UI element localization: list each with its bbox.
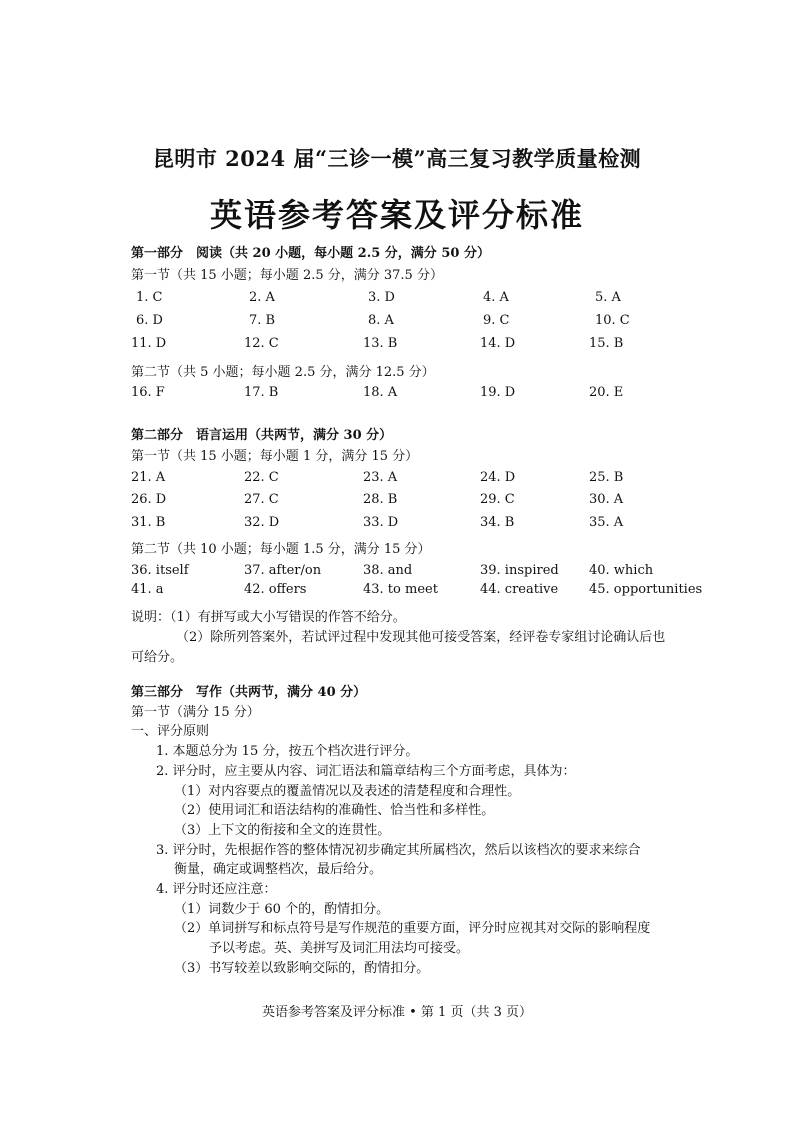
answer-row [131,290,731,308]
answer: 17. B [244,385,279,400]
part3-heading: 第三部分 写作（共两节，满分 40 分） [131,685,367,700]
rule-item: 3. 评分时，先根据作答的整体情况初步确定其所属档次，然后以该档次的要求来综合 [156,843,641,858]
answer: 25. B [589,470,624,485]
answer: 3. D [368,290,395,305]
answer-row [131,515,731,533]
answer: 41. a [131,582,164,597]
answer-row [131,582,731,600]
answer: 27. C [244,492,279,507]
answer: 32. D [244,515,280,530]
answer: 34. B [480,515,515,530]
answer: 36. itself [131,563,189,578]
answer: 42. offers [244,582,307,597]
answer-row [131,492,731,510]
answer: 40. which [589,563,654,578]
answer: 9. C [483,313,510,328]
rule-item-continued: 衡量，确定或调整档次，最后给分。 [174,862,383,877]
answer: 7. B [249,313,276,328]
answer-row [131,313,731,331]
note-2: （2）除所列答案外，若试评过程中发现其他可接受答案，经评卷专家组讨论确认后也 [176,630,666,645]
rule-subitem: （2）使用词汇和语法结构的准确性、恰当性和多样性。 [174,803,495,818]
note-2-continued: 可给分。 [131,650,184,665]
answer: 18. A [363,385,398,400]
document-title: 昆明市 2024 届“三诊一模”高三复习教学质量检测 [152,146,642,171]
answer: 23. A [363,470,398,485]
answer: 24. D [480,470,516,485]
answer: 20. E [589,385,624,400]
answer: 35. A [589,515,624,530]
answer: 16. F [131,385,165,400]
answer: 12. C [244,336,279,351]
rule-subitem: （2）单词拼写和标点符号是写作规范的重要方面，评分时应视其对交际的影响程度 [174,921,651,936]
note-1: 说明：（1）有拼写或大小写错误的作答不给分。 [131,610,406,625]
document-subtitle: 英语参考答案及评分标准 [209,196,584,234]
answer: 33. D [363,515,399,530]
page-footer: 英语参考答案及评分标准 • 第 1 页（共 3 页） [261,1005,532,1020]
answer: 11. D [131,336,167,351]
answer-row [131,563,731,581]
principles-heading: 一、评分原则 [131,724,210,739]
part2-section2-heading: 第二节（共 10 小题；每小题 1.5 分，满分 15 分） [131,542,431,557]
rule-subitem: （1）对内容要点的覆盖情况以及表述的清楚程度和合理性。 [174,784,521,799]
part1-section1-heading: 第一节（共 15 小题；每小题 2.5 分，满分 37.5 分） [131,268,443,283]
answer: 37. after/on [244,563,322,578]
answer: 29. C [480,492,515,507]
answer-row [131,470,731,488]
rule-subitem: （3）书写较差以致影响交际的，酌情扣分。 [174,961,430,976]
part2-section1-heading: 第一节（共 15 小题；每小题 1 分，满分 15 分） [131,449,419,464]
answer: 21. A [131,470,166,485]
rule-subitem: （1）词数少于 60 个的，酌情扣分。 [174,902,390,917]
rule-subitem-continued: 予以考虑。英、美拼写及词汇用法均可接受。 [209,941,470,956]
part1-heading: 第一部分 阅读（共 20 小题，每小题 2.5 分，满分 50 分） [131,246,490,261]
answer: 13. B [363,336,398,351]
answer: 26. D [131,492,167,507]
answer: 22. C [244,470,279,485]
part3-section1-heading: 第一节（满分 15 分） [131,705,260,720]
answer: 38. and [363,563,413,578]
answer: 1. C [136,290,163,305]
answer: 39. inspired [480,563,559,578]
answer: 10. C [595,313,630,328]
answer: 6. D [136,313,163,328]
answer: 8. A [368,313,394,328]
answer-row [131,336,731,354]
part2-heading: 第二部分 语言运用（共两节，满分 30 分） [131,428,393,443]
answer: 44. creative [480,582,559,597]
answer: 30. A [589,492,624,507]
rule-subitem: （3）上下文的衔接和全文的连贯性。 [174,823,391,838]
answer: 28. B [363,492,398,507]
answer: 45. opportunities [589,582,703,597]
answer: 5. A [595,290,621,305]
answer: 19. D [480,385,516,400]
answer-row [131,385,731,403]
answer: 14. D [480,336,516,351]
answer: 2. A [249,290,275,305]
part1-section2-heading: 第二节（共 5 小题；每小题 2.5 分，满分 12.5 分） [131,365,435,380]
answer: 31. B [131,515,166,530]
rule-item: 1. 本题总分为 15 分，按五个档次进行评分。 [156,744,419,759]
answer: 43. to meet [363,582,438,597]
answer: 4. A [483,290,509,305]
rule-item: 4. 评分时还应注意： [156,882,277,897]
rule-item: 2. 评分时，应主要从内容、词汇语法和篇章结构三个方面考虑，具体为： [156,764,576,779]
answer: 15. B [589,336,624,351]
